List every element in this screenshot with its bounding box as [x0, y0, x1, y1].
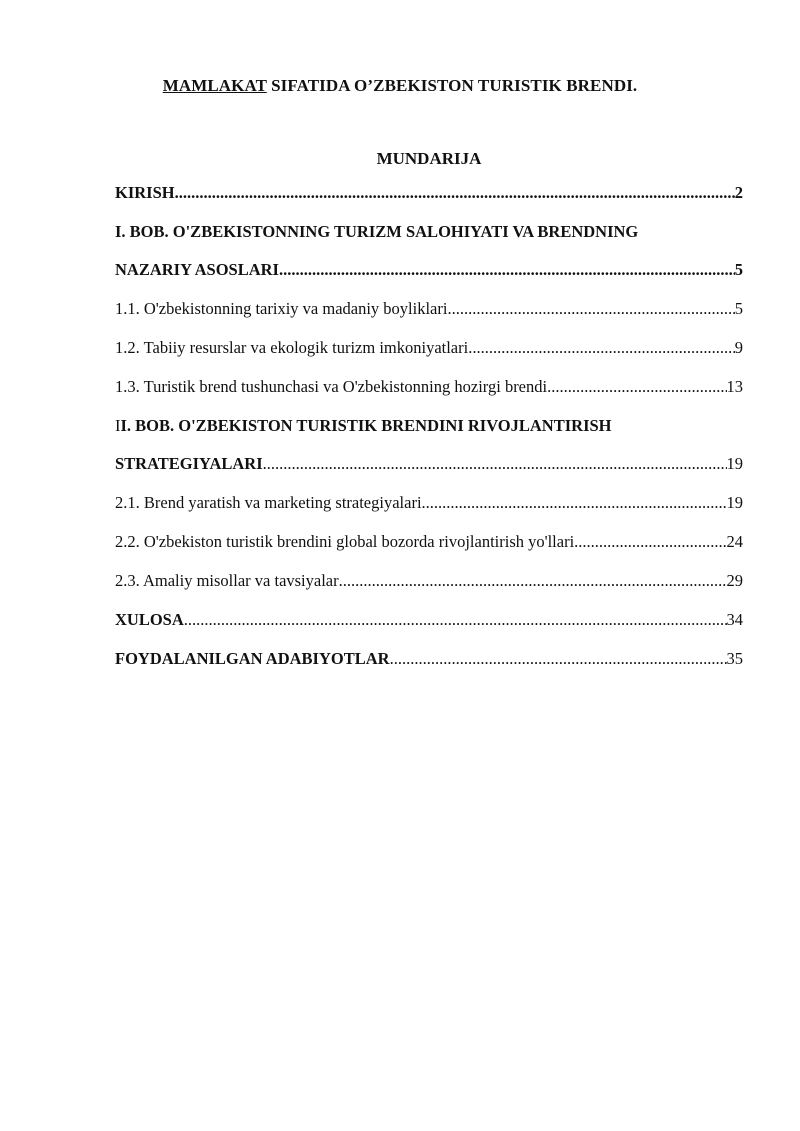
toc-entry-section-1-2[interactable]: [115, 335, 743, 361]
toc-entry-section-1-1[interactable]: [115, 296, 743, 322]
toc-leader-dots: [468, 335, 735, 361]
toc-chapter2-prefix: I: [115, 416, 121, 435]
toc-leader-dots: [175, 180, 735, 206]
toc-leader-dots: [263, 451, 727, 477]
toc-entry-section-2-1[interactable]: [115, 490, 743, 516]
toc-leader-dots: [184, 607, 727, 633]
toc-page-number: 5: [734, 299, 743, 318]
toc-entry-conclusion[interactable]: [115, 607, 743, 633]
toc-entry-label: 2.3. Amaliy misollar va tavsiyalar: [115, 571, 339, 590]
toc-leader-dots: [447, 296, 734, 322]
toc-entry-references[interactable]: [115, 646, 743, 672]
document-title-rest: SIFATIDA O’ZBEKISTON TURISTIK BRENDI.: [266, 76, 638, 95]
toc-page-number: 24: [726, 532, 743, 551]
toc-page-number: 34: [726, 610, 743, 629]
toc-entry-section-2-2[interactable]: [115, 529, 743, 555]
toc-entry-label: STRATEGIYALARI: [115, 454, 263, 473]
toc-leader-dots: [422, 490, 727, 516]
toc-entry-label: 1.1. O'zbekistonning tarixiy va madaniy boyliklari: [115, 299, 448, 318]
toc-entry-section-1-3[interactable]: [115, 374, 743, 400]
toc-leader-dots: [390, 646, 727, 672]
toc-leader-dots: [339, 568, 727, 594]
toc-entry-intro[interactable]: [115, 180, 743, 206]
document-title-underlined: MAMLAKAT: [162, 76, 267, 95]
toc-page-number: 29: [726, 571, 743, 590]
toc-entry-chapter1-line1[interactable]: I. BOB. O'ZBEKISTONNING TURIZM SALOHIYATI VA BRENDNING: [115, 222, 639, 241]
toc-entry-section-2-3[interactable]: [115, 568, 743, 594]
document-title: [0, 76, 800, 96]
toc-page-number: 35: [726, 649, 743, 668]
toc-entry-chapter2-line1[interactable]: [115, 413, 743, 439]
toc-entry-label: FOYDALANILGAN ADABIYOTLAR: [115, 649, 390, 668]
table-of-contents: [115, 180, 743, 672]
toc-leader-dots: [279, 257, 735, 283]
toc-heading: MUNDARIJA: [376, 149, 482, 168]
toc-page-number: 19: [726, 493, 743, 512]
toc-entry-label: 2.2. O'zbekiston turistik brendini global bozorda rivojlantirish yo'llari: [115, 532, 575, 551]
toc-entry-label: 2.1. Brend yaratish va marketing strategiyalari: [115, 493, 422, 512]
toc-leader-dots: [547, 374, 726, 400]
toc-entry-label: XULOSA: [115, 610, 184, 629]
toc-page-number: 5: [734, 260, 743, 279]
toc-entry-chapter2[interactable]: [115, 451, 743, 477]
toc-page-number: 9: [734, 338, 743, 357]
toc-entry-chapter1[interactable]: [115, 257, 743, 283]
toc-chapter2-line1-text: I. BOB. O'ZBEKISTON TURISTIK BRENDINI RIVOJLANTIRISH: [120, 416, 612, 435]
toc-entry-label: NAZARIY ASOSLARI: [115, 260, 279, 279]
toc-leader-dots: [574, 529, 726, 555]
toc-page-number: 13: [726, 377, 743, 396]
toc-entry-label: 1.3. Turistik brend tushunchasi va O'zbekistonning hozirgi brendi: [115, 377, 548, 396]
toc-entry-label: 1.2. Tabiiy resurslar va ekologik turizm imkoniyatlari: [115, 338, 469, 357]
toc-page-number: 2: [734, 183, 743, 202]
toc-page-number: 19: [726, 454, 743, 473]
toc-entry-label: KIRISH: [115, 183, 175, 202]
